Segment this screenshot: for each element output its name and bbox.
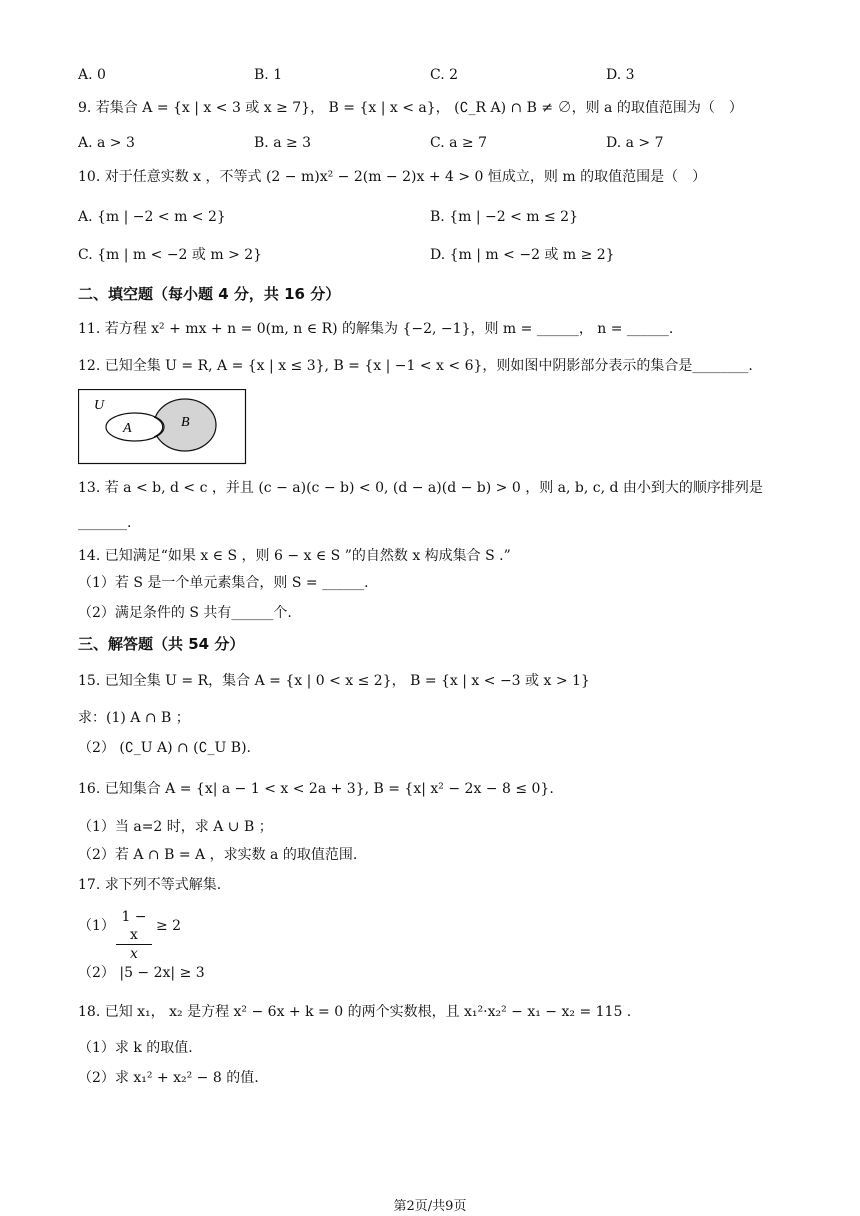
q9-stem: 9. 若集合 A = {x | x < 3 或 x ≥ 7}， B = {x | x < a}， (∁_R A) ∩ B ≠ ∅，则 a 的取值范围为（ ）: [78, 100, 743, 116]
q17-fraction-numerator: 1 − x: [116, 908, 152, 945]
q17-part-1-label: （1）: [78, 918, 115, 934]
q10-option-a: A. {m | −2 < m < 2}: [78, 209, 226, 225]
q17-stem: 17. 求下列不等式解集.: [78, 877, 222, 893]
q18-stem: 18. 已知 x₁， x₂ 是方程 x² − 6x + k = 0 的两个实数根，且 x₁²·x₂² − x₁ − x₂ = 115 .: [78, 1004, 632, 1020]
section-answer-heading: 三、解答题（共 54 分）: [78, 635, 245, 653]
q11-stem: 11. 若方程 x² + mx + n = 0(m, n ∈ R) 的解集为 {−2, −1}，则 m = ______， n = ______.: [78, 321, 674, 337]
q8-option-b: B. 1: [254, 67, 283, 83]
q13-stem: 13. 若 a < b, d < c ，并且 (c − a)(c − b) < 0, (d − a)(d − b) > 0 ，则 a, b, c, d 由小到大的顺序排列是: [78, 480, 763, 496]
q17-fraction-denominator: x: [130, 946, 138, 962]
q18-part-2: （2）求 x₁² + x₂² − 8 的值.: [78, 1070, 259, 1086]
venn-label-b: B: [181, 415, 190, 430]
q14-part-1: （1）若 S 是一个单元素集合，则 S = ______.: [78, 575, 369, 591]
q17-part-1-rhs: ≥ 2: [156, 918, 182, 934]
q9-option-d: D. a > 7: [606, 135, 664, 151]
q16-part-1: （1）当 a=2 时，求 A ∪ B ；: [78, 819, 273, 835]
venn-diagram: [78, 389, 248, 465]
q9-option-c: C. a ≥ 7: [430, 135, 487, 151]
venn-label-u: U: [94, 398, 105, 413]
q17-part-2: （2） |5 − 2x| ≥ 3: [78, 965, 205, 981]
q10-option-c: C. {m | m < −2 或 m > 2}: [78, 247, 263, 263]
q15-part-1: 求：(1) A ∩ B ；: [78, 710, 190, 726]
q13-blank: _______.: [78, 515, 132, 531]
page-number: 第2页/共9页: [393, 1199, 467, 1214]
q16-stem: 16. 已知集合 A = {x| a − 1 < x < 2a + 3}, B = {x| x² − 2x − 8 ≤ 0}.: [78, 781, 554, 797]
venn-label-a: A: [123, 421, 132, 436]
q9-option-a: A. a > 3: [78, 135, 135, 151]
q18-part-1: （1）求 k 的取值.: [78, 1040, 193, 1056]
q9-option-b: B. a ≥ 3: [254, 135, 312, 151]
q15-stem: 15. 已知全集 U = R，集合 A = {x | 0 < x ≤ 2}， B = {x | x < −3 或 x > 1}: [78, 673, 590, 689]
q10-option-b: B. {m | −2 < m ≤ 2}: [430, 209, 578, 225]
q12-stem: 12. 已知全集 U = R, A = {x | x ≤ 3}, B = {x | −1 < x < 6}，则如图中阴影部分表示的集合是________.: [78, 358, 753, 374]
q10-stem: 10. 对于任意实数 x ，不等式 (2 − m)x² − 2(m − 2)x + 4 > 0 恒成立，则 m 的取值范围是（ ）: [78, 169, 707, 185]
section-fill-in-heading: 二、填空题（每小题 4 分，共 16 分）: [78, 285, 341, 303]
q10-option-d: D. {m | m < −2 或 m ≥ 2}: [430, 247, 615, 263]
q8-option-a: A. 0: [78, 67, 106, 83]
q8-option-c: C. 2: [430, 67, 459, 83]
q16-part-2: （2）若 A ∩ B = A ，求实数 a 的取值范围.: [78, 847, 358, 863]
q17-fraction: [116, 908, 152, 963]
q8-option-d: D. 3: [606, 67, 635, 83]
q15-part-2: （2） (∁_U A) ∩ (∁_U B).: [78, 740, 251, 756]
q14-stem: 14. 已知满足“如果 x ∈ S ，则 6 − x ∈ S ”的自然数 x 构成集合 S .”: [78, 548, 511, 564]
q14-part-2: （2）满足条件的 S 共有______个.: [78, 605, 292, 621]
